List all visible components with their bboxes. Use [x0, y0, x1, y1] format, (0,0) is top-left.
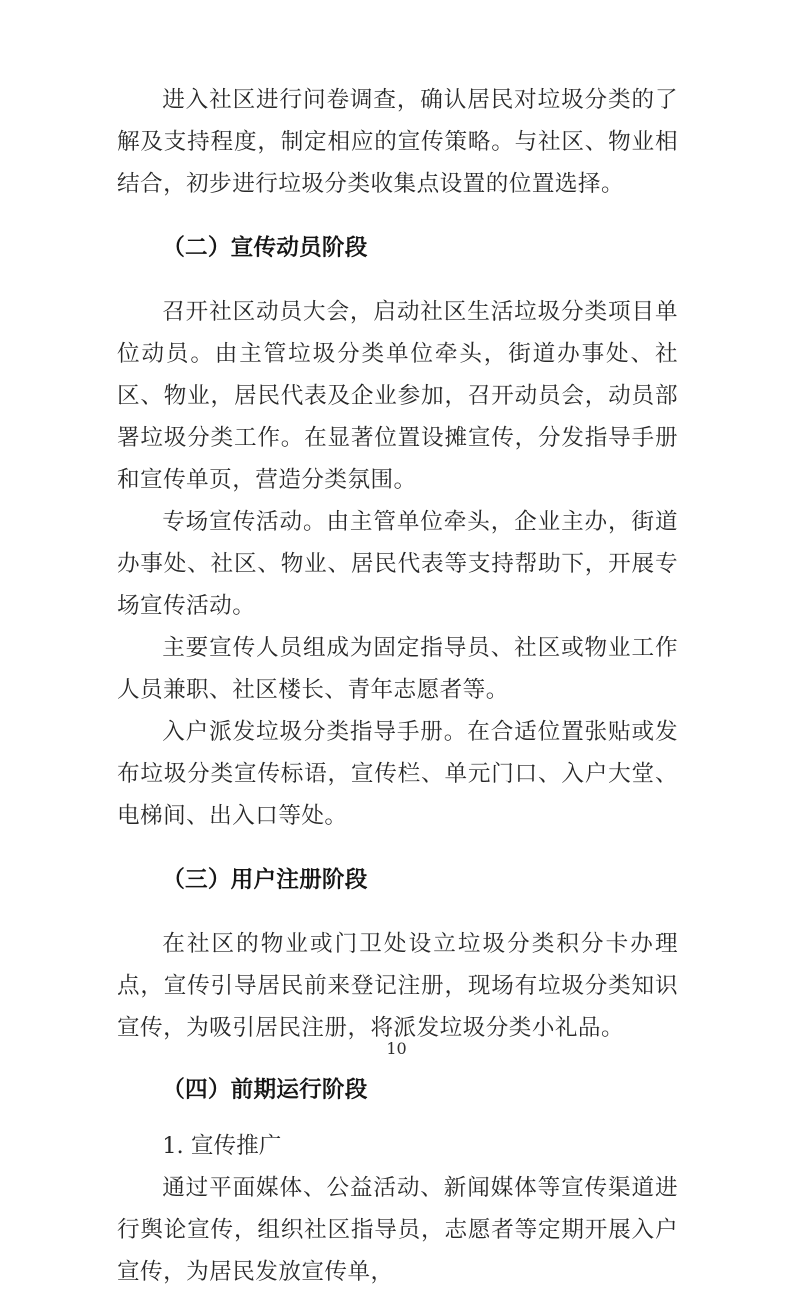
paragraph-promotion-staff: 主要宣传人员组成为固定指导员、社区或物业工作人员兼职、社区楼长、青年志愿者等。 — [117, 635, 678, 703]
heading-section-three-wrapper — [117, 859, 678, 901]
heading-section-three: （三）用户注册阶段 — [162, 867, 368, 893]
heading-section-two: （二）宣传动员阶段 — [162, 235, 368, 261]
paragraph-media-publicity: 通过平面媒体、公益活动、新闻媒体等宣传渠道进行舆论宣传，组织社区指导员，志愿者等定期开展入户宣传，为居民发放宣传单， — [117, 1175, 678, 1285]
document-body — [117, 79, 678, 1293]
heading-section-four-wrapper — [117, 1069, 678, 1111]
paragraph-mobilization-meeting: 召开社区动员大会，启动社区生活垃圾分类项目单位动员。由主管垃圾分类单位牵头，街道办事处、社区、物业，居民代表及企业参加，召开动员会，动员部署垃圾分类工作。在显著位置设摊宣传，分发指导手册和宣传单页，营造分类氛围。 — [117, 299, 678, 493]
paragraph-registration-point: 在社区的物业或门卫处设立垃圾分类积分卡办理点，宣传引导居民前来登记注册，现场有垃圾分类知识宣传，为吸引居民注册，将派发垃圾分类小礼品。 — [117, 931, 678, 1041]
paragraph-special-campaign: 专场宣传活动。由主管单位牵头，企业主办，街道办事处、社区、物业、居民代表等支持帮助下，开展专场宣传活动。 — [117, 509, 678, 619]
paragraph-survey: 进入社区进行问卷调查，确认居民对垃圾分类的了解及支持程度，制定相应的宣传策略。与社区、物业相结合，初步进行垃圾分类收集点设置的位置选择。 — [117, 87, 678, 197]
subitem-publicity-promotion: 1. 宣传推广 — [162, 1133, 282, 1159]
paragraph-door-to-door-manual: 入户派发垃圾分类指导手册。在合适位置张贴或发布垃圾分类宣传标语，宣传栏、单元门口、入户大堂、电梯间、出入口等处。 — [117, 719, 678, 829]
page-number: 10 — [386, 1039, 407, 1058]
heading-section-two-wrapper — [117, 227, 678, 269]
heading-section-four: （四）前期运行阶段 — [162, 1077, 368, 1103]
